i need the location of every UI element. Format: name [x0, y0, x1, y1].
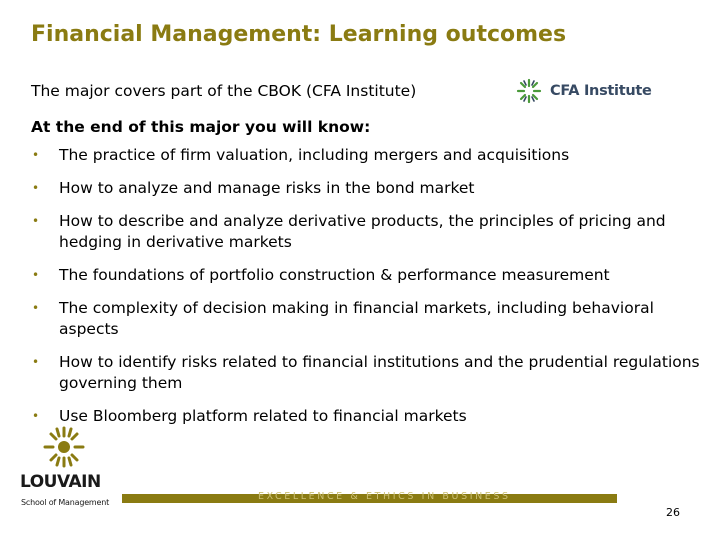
bullet-icon: •: [32, 355, 40, 369]
list-item: • How to analyze and manage risks in the bond market: [32, 179, 475, 197]
lead-heading: At the end of this major you will know:: [31, 118, 371, 136]
footer-tagline: EXCELLENCE & ETHICS IN BUSINESS: [258, 491, 511, 502]
louvain-logo: [20, 425, 110, 515]
bullet-icon: •: [32, 301, 40, 315]
page-number: 26: [666, 506, 680, 519]
cfa-logo-text: CFA Institute: [550, 83, 652, 99]
louvain-subtitle: School of Management: [21, 498, 110, 507]
outcomes-list: [31, 145, 711, 439]
list-item: • The practice of firm valuation, including mergers and acquisitions: [32, 146, 570, 164]
bullet-icon: •: [32, 148, 40, 162]
list-item: • The complexity of decision making in financial markets, including behavioral aspects: [32, 299, 654, 338]
list-item: • Use Bloomberg platform related to financial markets: [32, 407, 467, 425]
cfa-mark-icon: [514, 76, 544, 106]
list-item: • How to identify risks related to financial institutions and the prudential regulations governing them: [32, 353, 700, 392]
slide-title: Financial Management: Learning outcomes: [31, 22, 567, 47]
intro-text: The major covers part of the CBOK (CFA Institute): [31, 82, 417, 100]
bullet-icon: •: [32, 214, 40, 228]
louvain-name: LOUVAIN: [20, 472, 101, 492]
bullet-icon: •: [32, 409, 40, 423]
list-item: • How to describe and analyze derivative products, the principles of pricing and hedging in derivative markets: [32, 212, 666, 251]
bullet-icon: •: [32, 268, 40, 282]
cfa-institute-logo: [514, 76, 654, 106]
bullet-icon: •: [32, 181, 40, 195]
louvain-mark-icon: [40, 425, 88, 469]
list-item: • The foundations of portfolio construction & performance measurement: [32, 266, 610, 284]
